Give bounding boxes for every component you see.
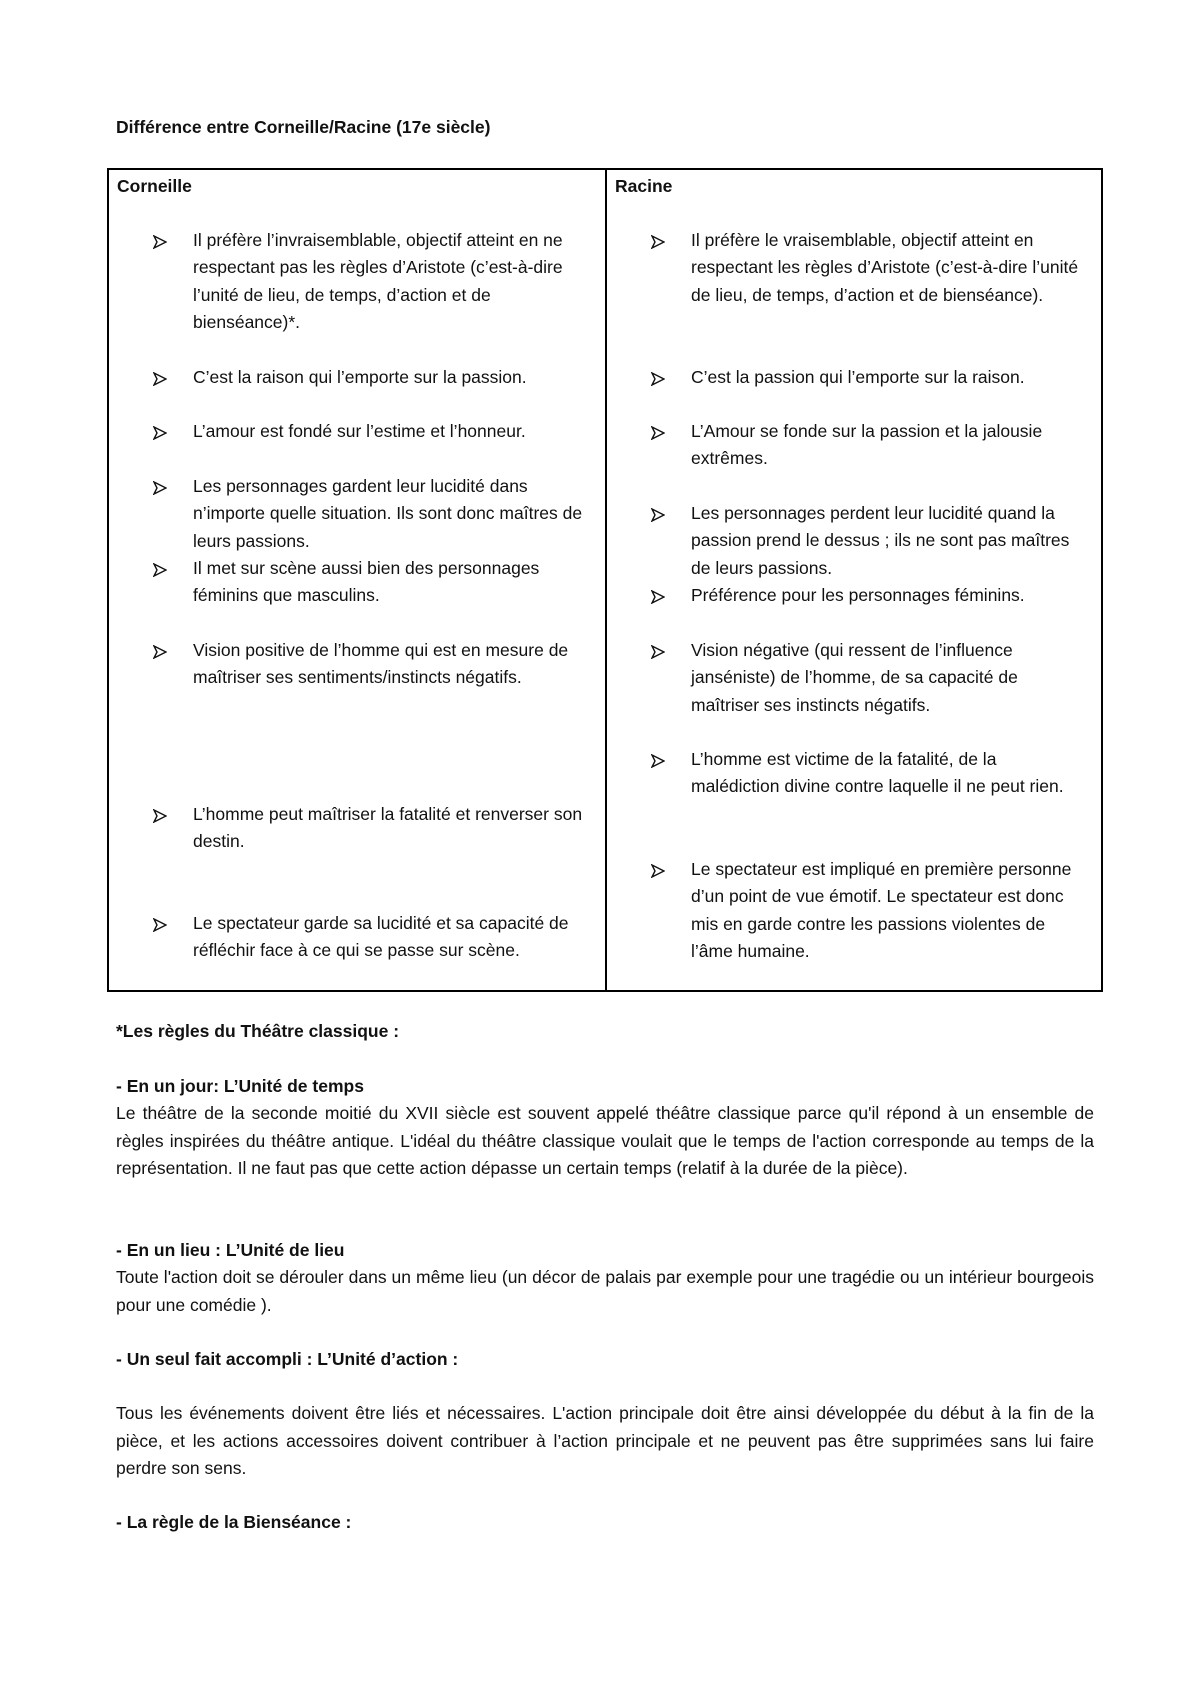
rule-heading: - La règle de la Bienséance : (116, 1512, 352, 1532)
arrow-bullet-icon (607, 364, 691, 391)
list-item: Le spectateur garde sa lucidité et sa capacité de réfléchir face à ce qui se passe sur scène. (109, 910, 599, 965)
corneille-header: Corneille (117, 176, 192, 196)
list-item: Vision positive de l’homme qui est en mesure de maîtriser ses sentiments/instincts négatifs. (109, 637, 599, 692)
rule-heading: - En un lieu : L’Unité de lieu (116, 1240, 345, 1260)
arrow-bullet-icon (109, 473, 193, 500)
rules-heading: *Les règles du Théâtre classique : (116, 1021, 400, 1041)
comparison-table (107, 168, 1103, 992)
arrow-bullet-icon (109, 227, 193, 254)
arrow-bullet-icon (607, 418, 691, 445)
list-item: L’Amour se fonde sur la passion et la jalousie extrêmes. (607, 418, 1095, 473)
arrow-bullet-icon (607, 227, 691, 254)
arrow-bullet-icon (109, 910, 193, 937)
list-item: C’est la raison qui l’emporte sur la passion. (109, 364, 599, 391)
arrow-bullet-icon (109, 364, 193, 391)
rule-text: Tous les événements doivent être liés et nécessaires. L'action principale doit être ainsi développée du début à la fin de la pièce, et les actions accessoires doivent contribuer à l’action principale et ne peuvent pas être supprimées sans lui faire perdre son sens. (116, 1403, 1094, 1479)
racine-column (606, 169, 1102, 991)
arrow-bullet-icon (109, 418, 193, 445)
arrow-bullet-icon (607, 856, 691, 883)
list-item: C’est la passion qui l’emporte sur la raison. (607, 364, 1095, 391)
rule-heading: - En un jour: L’Unité de temps (116, 1076, 364, 1096)
list-item: Il préfère le vraisemblable, objectif atteint en respectant les règles d’Aristote (c’est-à-dire l’unité de lieu, de temps, d’action et de bienséance). (607, 227, 1095, 309)
list-item: Il met sur scène aussi bien des personnages féminins que masculins. (109, 555, 599, 610)
list-item: Vision négative (qui ressent de l’influence janséniste) de l’homme, de sa capacité de maîtriser ses instincts négatifs. (607, 637, 1095, 719)
list-item: L’amour est fondé sur l’estime et l’honneur. (109, 418, 599, 445)
racine-header: Racine (615, 176, 673, 196)
rule-time (116, 1073, 1094, 1183)
corneille-column (108, 169, 606, 991)
arrow-bullet-icon (109, 555, 193, 582)
arrow-bullet-icon (607, 500, 691, 527)
list-item: Préférence pour les personnages féminins. (607, 582, 1095, 609)
arrow-bullet-icon (109, 637, 193, 664)
rule-heading: - Un seul fait accompli : L’Unité d’action : (116, 1349, 459, 1369)
list-item: Les personnages gardent leur lucidité dans n’importe quelle situation. Ils sont donc maîtres de leurs passions. (109, 473, 599, 555)
list-item: L’homme peut maîtriser la fatalité et renverser son destin. (109, 801, 599, 856)
rule-action (116, 1346, 1094, 1483)
arrow-bullet-icon (607, 746, 691, 773)
page-title: Différence entre Corneille/Racine (17e siècle) (116, 117, 491, 137)
list-item: Les personnages perdent leur lucidité quand la passion prend le dessus ; ils ne sont pas maîtres de leurs passions. (607, 500, 1095, 582)
arrow-bullet-icon (607, 582, 691, 609)
list-item: Il préfère l’invraisemblable, objectif atteint en ne respectant pas les règles d’Aristote (c’est-à-dire l’unité de lieu, de temps, d’action et de bienséance)*. (109, 227, 599, 337)
arrow-bullet-icon (607, 637, 691, 664)
rule-place (116, 1237, 1094, 1319)
rule-text: Toute l'action doit se dérouler dans un même lieu (un décor de palais par exemple pour une tragédie ou un intérieur bourgeois pour une comédie ). (116, 1267, 1094, 1315)
list-item: L’homme est victime de la fatalité, de la malédiction divine contre laquelle il ne peut rien. (607, 746, 1095, 801)
rule-text: Le théâtre de la seconde moitié du XVII siècle est souvent appelé théâtre classique parce qu'il répond à un ensemble de règles inspirées du théâtre antique. L'idéal du théâtre classique voulait que le temps de l'action corresponde au temps de la représentation. Il ne faut pas que cette action dépasse un certain temps (relatif à la durée de la pièce). (116, 1103, 1094, 1179)
list-item: Le spectateur est impliqué en première personne d’un point de vue émotif. Le spectateur est donc mis en garde contre les passions violentes de l’âme humaine. (607, 856, 1095, 966)
arrow-bullet-icon (109, 801, 193, 828)
rule-propriety (116, 1509, 1094, 1536)
